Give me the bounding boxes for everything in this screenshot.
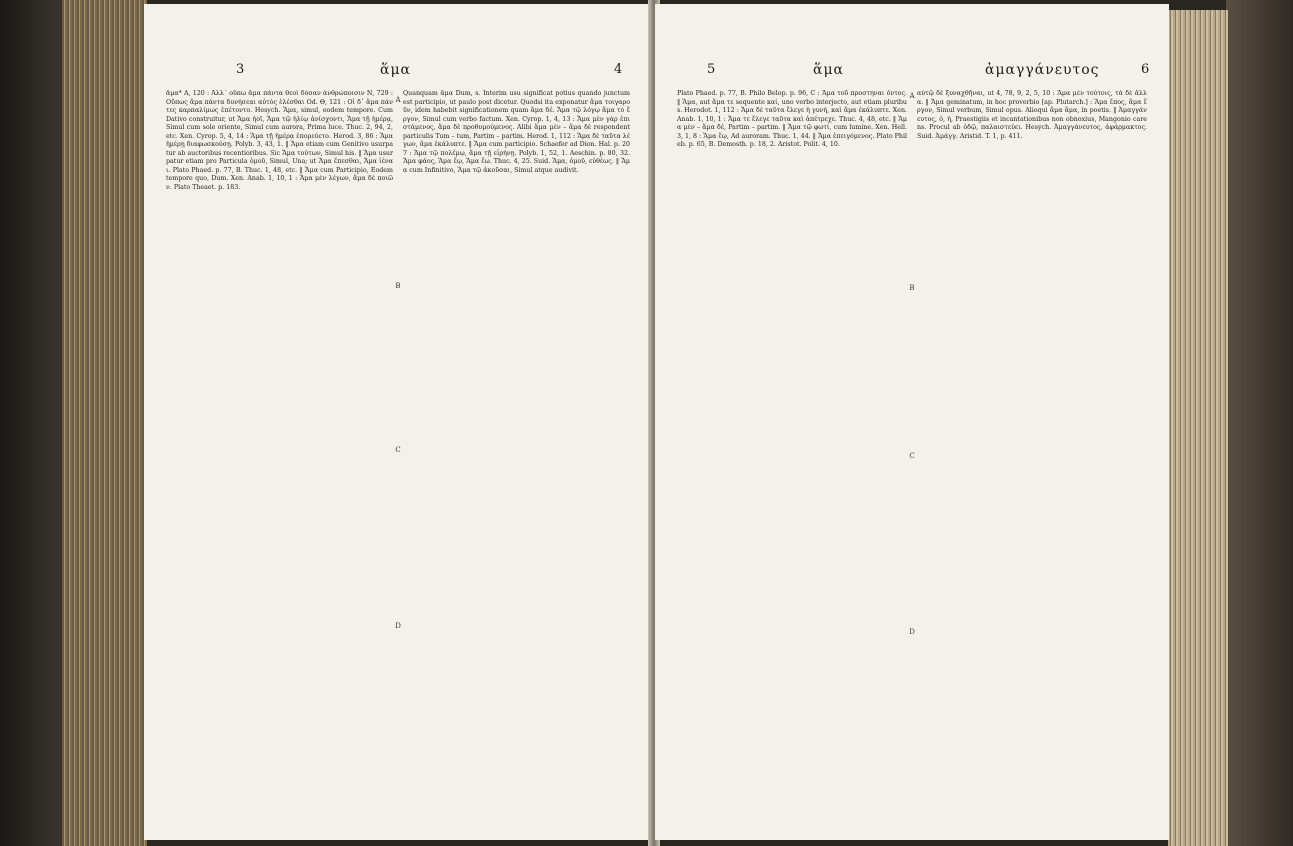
book-cover-right xyxy=(1226,0,1293,846)
margin-marker-c: C xyxy=(909,452,915,460)
margin-marker-d: D xyxy=(395,622,401,630)
margin-marker-a: A xyxy=(395,96,401,104)
column-text: Plato Phaed. p. 77, B. Philo Belop. p. 96, C : Ἅμα τοῦ προστηναι ὄντος. ‖ Ἅμα, aut ἅμα τε sequente καί, uno verbo interjecto, aut etiam pluribus. Herodot. 1, 112 : Ἅμα δὲ ταῦτα ἔλεγε ἡ γυνή, καὶ ἅμα ἐκάλυπτε. Xen. Anab. 1, 10, 1 : Ἅμα τε ἔλεγε ταῦτα καὶ ἀπέτρεχε. Thuc. 4, 48, etc. ‖ Ἅμα μὲν – ἅμα δέ, Partim – partim. ‖ Ἅμα τῷ φωτί, cum lumine. Xen. Hell. 3, 1, 8 : Ἅμα ἕῳ, Ad auroram. Thuc. 1, 44. ‖ Ἅμα ἐπειγόμενος. Plato Phileb. p. 65, B. Demosth. p. 18, 2. Aristot. Polit. 4, 10. xyxy=(677,90,907,148)
headword-right: ἀμαγγάνευτος xyxy=(985,62,1100,78)
page-edges-left xyxy=(62,0,147,846)
headword-left: ἅμα xyxy=(813,62,845,78)
margin-marker-b: B xyxy=(395,282,401,290)
page-number-6: 6 xyxy=(1141,62,1150,77)
margin-marker-b: B xyxy=(909,284,915,292)
column-text: ἅμα* Α, 120 : Ἀλλ᾽ οὔπω ἅμα πάντα θεοὶ δόσαν ἀνθρώποισιν Ν, 729 : Οὔπως ἅμα πάντα δυνήσεαι αὐτὸς ἑλέσθαι Od. Θ, 121 : Οἱ δ᾽ ἅμα πάντες καρπαλίμως ἐπέτοντο. Hesych. Ἅμα, simul, eodem tempore. Cum Dativo construitur, ut Ἅμα ἠοῖ, Ἅμα τῷ ἡλίῳ ἀνίσχοντι, Ἅμα τῇ ἡμέρᾳ, Simul cum sole oriente, Simul cum aurora, Prima luce. Thuc. 2, 94, 2, etc. Xen. Cyrop. 5, 4, 14 : Ἅμα τῇ ἡμέρᾳ ἐπορεύετο. Herod. 3, 86 : Ἅμα ἡμέρῃ διαφωσκούσῃ. Polyb. 3, 43, 1. ‖ Ἅμα etiam cum Genitivo usurpatur ab auctoribus recentioribus. Sic Ἅμα τούτων, Simul his. ‖ Ἅμα usurpatur etiam pro Particula ὁμοῦ, Simul, Una; ut Ἅμα ἕπεσθαι, Ἅμα ἰέναι. Plato Phaed. p. 77, B. Thuc. 1, 48, etc. ‖ Ἅμα cum Participio, Eodem tempore quo, Dum. Xen. Anab. 1, 10, 1 : Ἅμα μὲν λέγων, ἅμα δὲ ποιῶν. Plato Theaet. p. 183. xyxy=(166,90,393,191)
right-column-1 xyxy=(677,90,907,828)
margin-marker-c: C xyxy=(395,446,401,454)
book-cover-left xyxy=(0,0,64,846)
page-number-5: 5 xyxy=(707,62,716,77)
left-page xyxy=(144,4,652,840)
column-text: Quanquam ἅμα Dum, s. Interim usu significat potius quando junctum est participio, ut paulo post dicetur. Quodsi ita exponatur ἅμα τοιγαροῦν, idem habebit significationem quam ἅμα δέ. Ἅμα τῷ λόγῳ ἅμα τὸ ἔργον, Simul cum verbo factum. Xen. Cyrop. 1, 4, 13 : Ἅμα μὲν γὰρ ἐπιστάμενος, ἅμα δὲ προθυμούμενος. Alibi ἅμα μὲν – ἅμα δὲ respondent particulis Tum – tum, Partim – partim. Herod. 1, 112 : Ἅμα δὲ ταῦτα λέγων, ἅμα ἐκάλυπτε. ‖ Ἅμα cum participio. Schaefer ad Dion. Hal. p. 207 : Ἅμα τῷ πολέμῳ, ἅμα τῇ εἰρήνῃ. Polyb. 1, 52, 1. Aeschin. p. 80, 32. Ἅμα φάος, Ἅμα ἕῳ, Ἅμα ἕω. Thuc. 4, 25. Suid. Ἅμα, ὁμοῦ, εὐθέως. ‖ Ἅμα cum Infinitivo, Ἅμα τῷ ἀκοῦσαι, Simul atque audivit. xyxy=(403,90,630,174)
right-page xyxy=(655,4,1169,840)
headword: ἅμα xyxy=(380,62,412,78)
right-column-2 xyxy=(917,90,1147,828)
left-column-1 xyxy=(166,90,393,828)
page-edges-right xyxy=(1168,10,1228,846)
margin-marker-d: D xyxy=(909,628,915,636)
page-number-3: 3 xyxy=(236,62,245,77)
column-text: αὐτῷ δὲ ξυναχθῆναι, ut 4, 78, 9, 2, 5, 10 : Ἅμα μὲν τούτοις, τὰ δὲ ἄλλα. ‖ Ἅμα geminatum, in hoc proverbio [ap. Plutarch.] : Ἅμα ἔπος, ἅμα ἔργον, Simul verbum, Simul opus. Alioqui ἅμα ἅμα, in poetis. ‖ Ἀμαγγάνευτος, ὁ, ἡ, Praestigiis et incantationibus non obnoxius, Mangonio carens. Procul ab ὁδῷ, παλαιστεύει. Hesych. Ἀμαγγάνευτος, ἀφάρμακτος. Suid. Ἀμάγγ. Aristid. T. 1, p. 411. xyxy=(917,90,1147,140)
left-page-columns xyxy=(166,90,630,828)
margin-marker-a: A xyxy=(909,92,915,100)
page-number-4: 4 xyxy=(614,62,623,77)
left-column-2 xyxy=(403,90,630,828)
